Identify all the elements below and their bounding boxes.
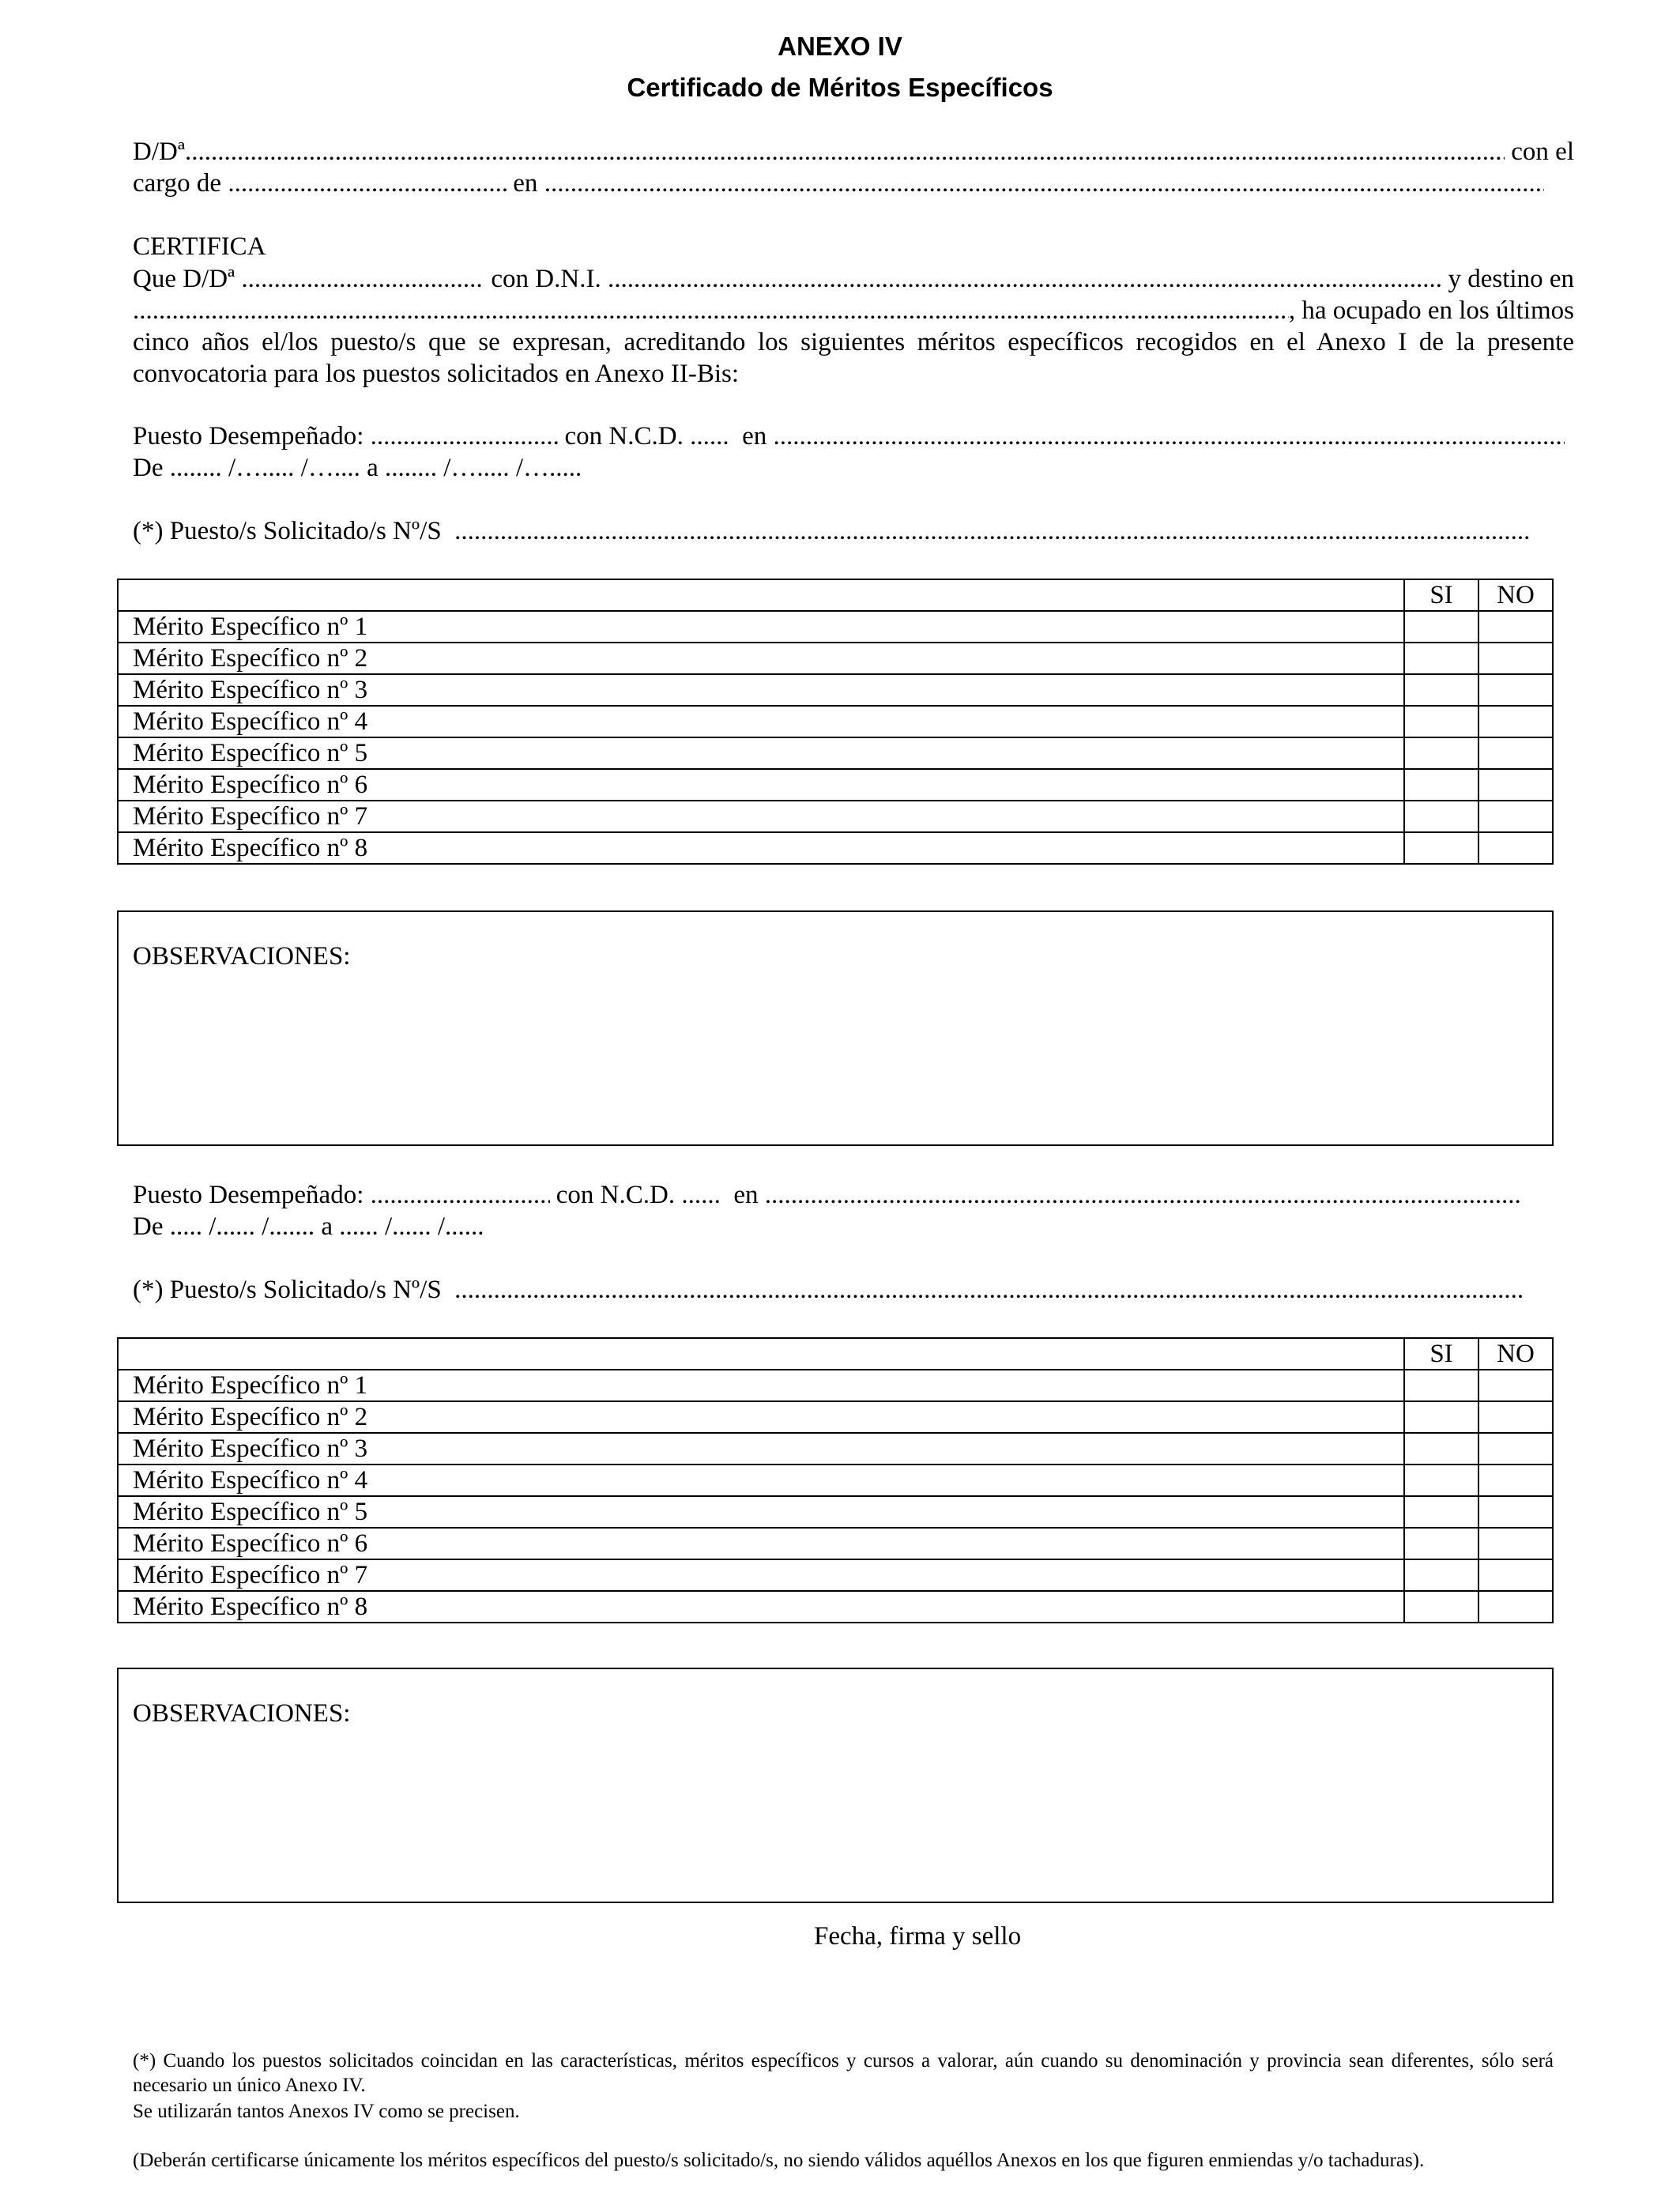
si-cell[interactable] [1404, 801, 1478, 832]
merit-label: Mérito Específico nº 6 [118, 769, 1404, 801]
si-cell[interactable] [1404, 1433, 1478, 1465]
merit-label: Mérito Específico nº 1 [118, 611, 1404, 643]
no-cell[interactable] [1478, 737, 1553, 769]
table-row [118, 1370, 1553, 1401]
merit-label: Mérito Específico nº 2 [118, 1401, 1404, 1433]
si-cell[interactable] [1404, 706, 1478, 737]
solicitado-label-2: (*) Puesto/s Solicitado/s Nº/S [133, 1276, 455, 1304]
puesto-place-fill-line-2[interactable] [765, 1179, 1520, 1211]
que-dd-label: Que D/Dª [133, 265, 242, 293]
annex-title: ANEXO IV [778, 32, 902, 61]
no-cell[interactable] [1478, 706, 1553, 737]
puesto-fill-line-1[interactable] [371, 420, 559, 452]
intro-con-el-label: con el [1505, 138, 1574, 166]
si-cell[interactable] [1404, 643, 1478, 674]
table-row [118, 706, 1553, 737]
con-ncd-label-2: con N.C.D. ...... en [549, 1181, 765, 1209]
no-cell[interactable] [1478, 801, 1553, 832]
merit-label: Mérito Específico nº 1 [118, 1370, 1404, 1401]
si-cell[interactable] [1404, 611, 1478, 643]
table-row [118, 674, 1553, 706]
si-cell[interactable] [1404, 737, 1478, 769]
merit-label: Mérito Específico nº 5 [118, 737, 1404, 769]
si-cell[interactable] [1404, 1528, 1478, 1559]
no-cell[interactable] [1478, 1496, 1553, 1528]
si-cell[interactable] [1404, 769, 1478, 801]
intro-cargo-label: cargo de [133, 169, 228, 198]
table-row [118, 643, 1553, 674]
no-cell[interactable] [1478, 1401, 1553, 1433]
no-cell[interactable] [1478, 643, 1553, 674]
col-no-header: NO [1478, 1338, 1553, 1370]
solicitado-fill-line-1[interactable] [454, 515, 1531, 547]
cargo-fill-line[interactable] [228, 168, 507, 199]
si-cell[interactable] [1404, 1559, 1478, 1591]
table-row [118, 1433, 1553, 1465]
certifica-name-fill-line[interactable] [241, 263, 484, 295]
table-header-blank [118, 1338, 1404, 1370]
si-cell[interactable] [1404, 1591, 1478, 1623]
no-cell[interactable] [1478, 1559, 1553, 1591]
si-cell[interactable] [1404, 1465, 1478, 1496]
name-fill-line[interactable] [185, 136, 1505, 168]
table-row [118, 1496, 1553, 1528]
footnote-3: (Deberán certificarse únicamente los méritos específicos del puesto/s solicitado/s, no siendo válidos aquéllos Anexos en los que figuren enmiendas y/o tachaduras). [133, 2150, 1425, 2171]
puesto-label-2: Puesto Desempeñado: [133, 1181, 371, 1209]
table-header-row [118, 1338, 1553, 1370]
puesto-line-2 [133, 1179, 1520, 1211]
merit-label: Mérito Específico nº 7 [118, 1559, 1404, 1591]
table-header-blank [118, 579, 1404, 611]
dates-line-2: De ..... /...... /....... a ...... /...... /...... [133, 1212, 484, 1241]
y-destino-label: y destino en [1441, 265, 1574, 293]
puesto-place-fill-line-1[interactable] [773, 420, 1565, 452]
intro-dd-label: D/Dª [133, 138, 185, 166]
cargo-place-fill-line[interactable] [544, 168, 1544, 199]
solicitado-label-1: (*) Puesto/s Solicitado/s Nº/S [133, 517, 455, 545]
solicitado-line-1 [133, 515, 1531, 547]
certifica-paragraph-line-3: cinco años el/los puesto/s que se expresan, acreditando los siguientes méritos específicos recogidos en el Anexo I de la presente [133, 328, 1574, 356]
observaciones-box-2[interactable] [117, 1668, 1554, 1903]
observaciones-label-2: OBSERVACIONES: [133, 1699, 351, 1728]
observaciones-label-1: OBSERVACIONES: [133, 942, 351, 971]
certifica-line-1 [133, 263, 1574, 295]
no-cell[interactable] [1478, 1370, 1553, 1401]
solicitado-line-2 [133, 1274, 1525, 1306]
certifica-heading: CERTIFICA [133, 232, 266, 261]
certificate-subtitle: Certificado de Méritos Específicos [627, 73, 1053, 102]
col-si-header: SI [1404, 579, 1478, 611]
merit-label: Mérito Específico nº 6 [118, 1528, 1404, 1559]
merits-table-1 [117, 579, 1554, 865]
puesto-fill-line-2[interactable] [371, 1179, 550, 1211]
table-row [118, 1465, 1553, 1496]
no-cell[interactable] [1478, 769, 1553, 801]
no-cell[interactable] [1478, 674, 1553, 706]
table-row [118, 611, 1553, 643]
solicitado-fill-line-2[interactable] [454, 1274, 1525, 1306]
certifica-paragraph-line-4: convocatoria para los puestos solicitados en Anexo II-Bis: [133, 360, 740, 388]
col-no-header: NO [1478, 579, 1553, 611]
con-ncd-label-1: con N.C.D. ...... en [558, 422, 774, 450]
merit-label: Mérito Específico nº 8 [118, 1591, 1404, 1623]
no-cell[interactable] [1478, 1465, 1553, 1496]
table-row [118, 1559, 1553, 1591]
table-row [118, 1528, 1553, 1559]
dni-fill-line[interactable] [608, 263, 1441, 295]
ha-ocupado-label: , ha ocupado en los últimos [1288, 296, 1574, 325]
merit-label: Mérito Específico nº 3 [118, 1433, 1404, 1465]
si-cell[interactable] [1404, 674, 1478, 706]
dates-line-1: De ........ /…..... /….... a ........ /…..... /…..... [133, 454, 582, 482]
table-header-row [118, 579, 1553, 611]
merits-table-2 [117, 1337, 1554, 1623]
no-cell[interactable] [1478, 611, 1553, 643]
no-cell[interactable] [1478, 1591, 1553, 1623]
no-cell[interactable] [1478, 1433, 1553, 1465]
puesto-line-1 [133, 420, 1565, 452]
footnote-2: Se utilizarán tantos Anexos IV como se precisen. [133, 2101, 520, 2122]
merit-label: Mérito Específico nº 5 [118, 1496, 1404, 1528]
table-row [118, 801, 1553, 832]
table-row [118, 737, 1553, 769]
footnote-1: (*) Cuando los puestos solicitados coincidan en las características, méritos específicos y cursos a valorar, aún cuando su denominación y provincia sean diferentes, sólo será necesario un único Anexo IV. [133, 2050, 1554, 2096]
puesto-label-1: Puesto Desempeñado: [133, 422, 371, 450]
si-cell[interactable] [1404, 1496, 1478, 1528]
table-row [118, 1401, 1553, 1433]
no-cell[interactable] [1478, 832, 1553, 864]
col-si-header: SI [1404, 1338, 1478, 1370]
table-row [118, 769, 1553, 801]
si-cell[interactable] [1404, 1401, 1478, 1433]
merit-label: Mérito Específico nº 2 [118, 643, 1404, 674]
intro-en-label: en [507, 169, 544, 198]
observaciones-box-1[interactable] [117, 910, 1554, 1146]
si-cell[interactable] [1404, 832, 1478, 864]
merit-label: Mérito Específico nº 4 [118, 706, 1404, 737]
merit-label: Mérito Específico nº 8 [118, 832, 1404, 864]
signature-label: Fecha, firma y sello [814, 1922, 1022, 1951]
table-row [118, 832, 1553, 864]
merit-label: Mérito Específico nº 3 [118, 674, 1404, 706]
destino-fill-line[interactable] [133, 295, 1289, 326]
intro-line-cargo [133, 168, 1544, 199]
con-dni-label: con D.N.I. [484, 265, 608, 293]
no-cell[interactable] [1478, 1528, 1553, 1559]
table-row [118, 1591, 1553, 1623]
si-cell[interactable] [1404, 1370, 1478, 1401]
merit-label: Mérito Específico nº 4 [118, 1465, 1404, 1496]
merit-label: Mérito Específico nº 7 [118, 801, 1404, 832]
intro-line-name [133, 136, 1574, 168]
certifica-line-2 [133, 295, 1574, 326]
